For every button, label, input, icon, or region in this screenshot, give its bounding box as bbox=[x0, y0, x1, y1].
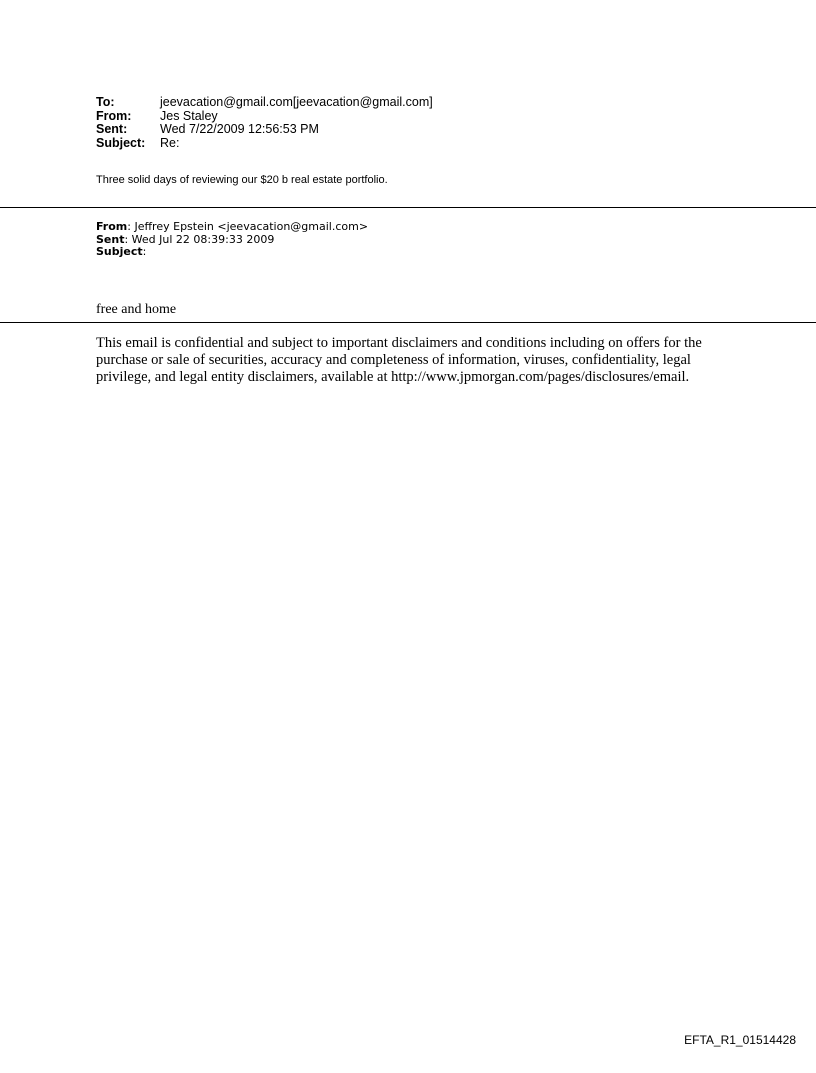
sent-value: Wed 7/22/2009 12:56:53 PM bbox=[160, 122, 319, 136]
sent-row bbox=[96, 123, 776, 137]
forwarded-from-value: : Jeffrey Epstein <jeevacation@gmail.com> bbox=[127, 220, 369, 233]
document-id: EFTA_R1_01514428 bbox=[684, 1033, 796, 1047]
forwarded-sent-label: Sent bbox=[96, 232, 125, 246]
from-row bbox=[96, 110, 776, 124]
to-row bbox=[96, 96, 776, 110]
from-value: Jes Staley bbox=[160, 108, 218, 123]
divider bbox=[0, 322, 816, 323]
subject-value: Re: bbox=[160, 135, 180, 150]
from-label: From: bbox=[96, 108, 132, 123]
forwarded-subject-label: Subject bbox=[96, 245, 143, 258]
forwarded-from-label: From bbox=[96, 220, 128, 233]
forwarded-body: free and home bbox=[96, 302, 177, 317]
forwarded-subject-row bbox=[96, 246, 368, 259]
sent-label: Sent: bbox=[96, 122, 128, 136]
subject-row bbox=[96, 137, 776, 151]
forwarded-header bbox=[96, 221, 368, 259]
to-value: jeevacation@gmail.com[jeevacation@gmail.com] bbox=[160, 95, 433, 109]
divider bbox=[0, 207, 816, 208]
email-header bbox=[96, 96, 776, 150]
to-label: To: bbox=[96, 95, 115, 109]
disclaimer-text: This email is confidential and subject to important disclaimers and conditions including on offers for the purchase or sale of securities, accuracy and completeness of information, viruses, confidentiality, legal privilege, and legal entity disclaimers, available at http://www.jpmorgan.com/pages/disclosures/email. bbox=[96, 335, 702, 385]
forwarded-sent-value: : Wed Jul 22 08:39:33 2009 bbox=[124, 232, 275, 246]
forwarded-subject-value: : bbox=[142, 245, 147, 258]
subject-label: Subject: bbox=[96, 135, 146, 150]
reply-body: Three solid days of reviewing our $20 b real estate portfolio. bbox=[96, 174, 388, 186]
